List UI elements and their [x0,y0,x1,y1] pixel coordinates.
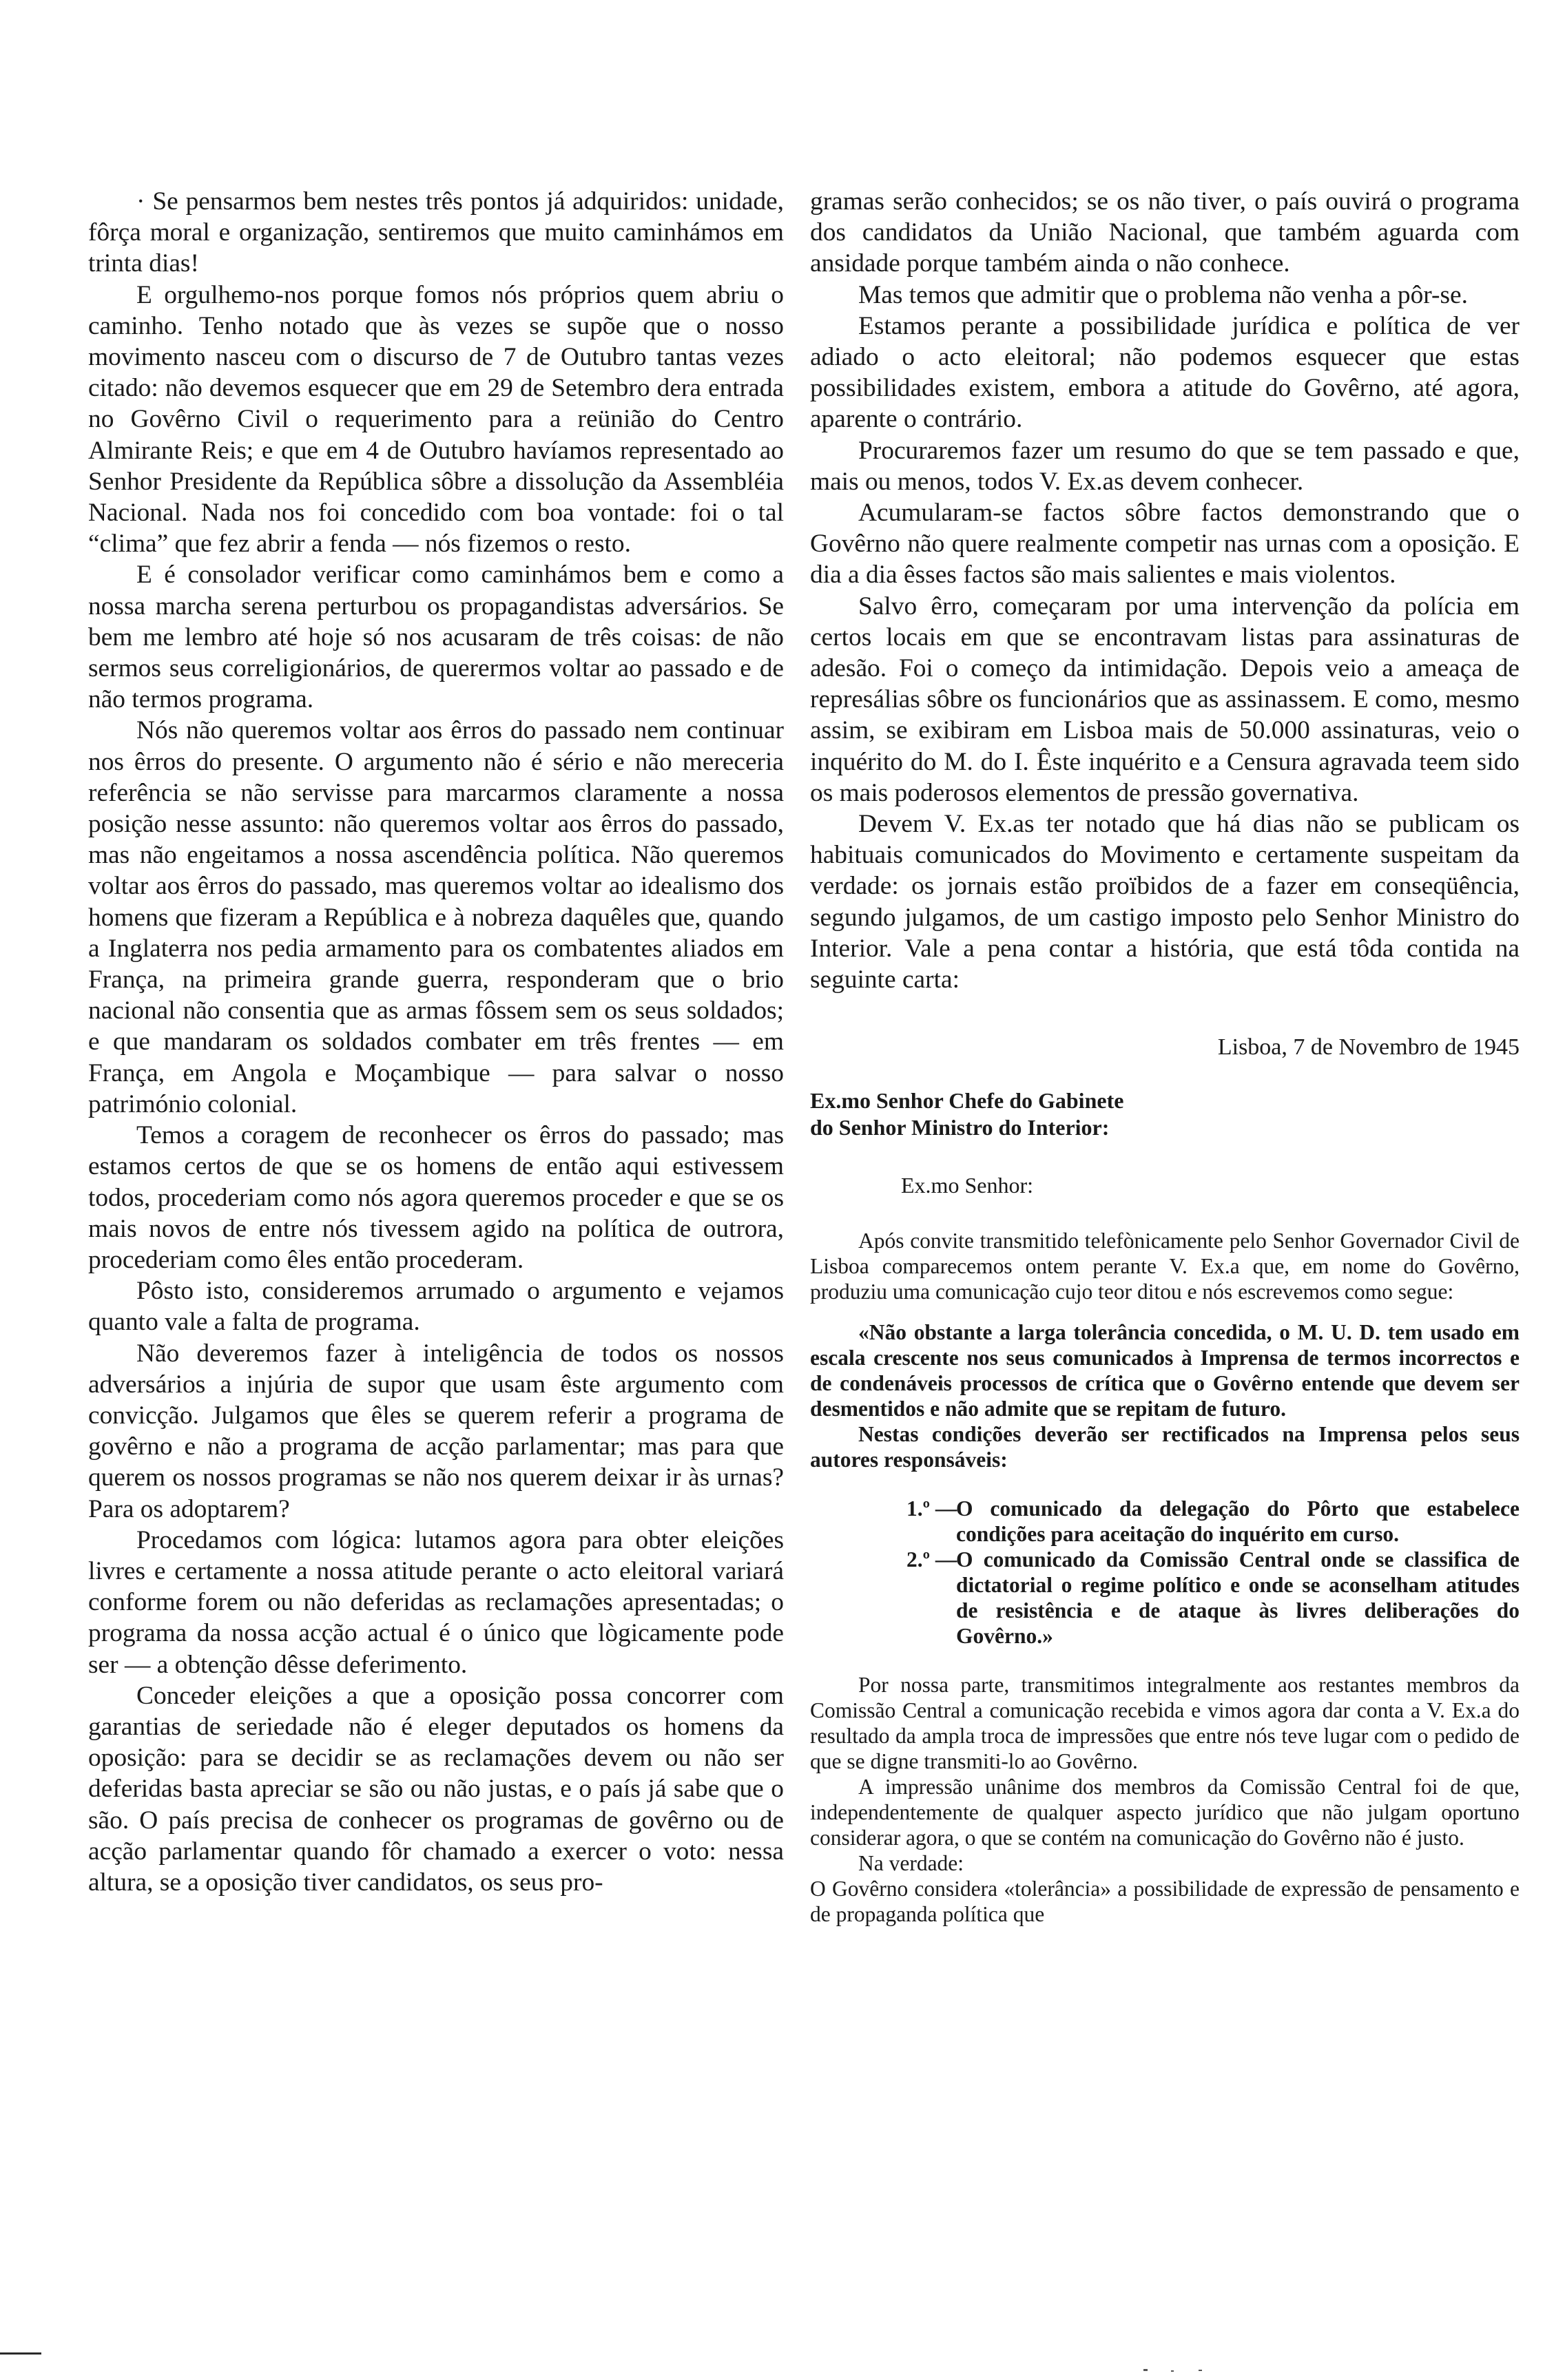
spacer [810,1649,1520,1672]
letter-paragraph: O Govêrno considera «tolerância» a possibilidade de expressão de pensamento e de propaganda política que [810,1877,1520,1927]
paragraph: Mas temos que admitir que o problema não venha a pôr-se. [858,280,1468,309]
paragraph: E orgulhemo-nos porque fomos nós próprios quem abriu o caminho. Tenho notado que às vezes se supõe que o nosso movimento nasceu com o discurso de 7 de Outubro tantas vezes citado: não devemos esquecer que em 29 de Setembro dera entrada no Govêrno Civil o requerimento para a reünião do Centro Almirante Reis; e que em 4 de Outubro havíamos representado ao Senhor Presidente da República sôbre a dissolução da Assembléia Nacional. Nada nos foi concedido com boa vontade: foi o tal “clima” que fez abrir a fenda — nós fizemos o resto. [88,280,784,559]
paragraph: gramas serão conhecidos; se os não tiver, o país ouvirá o programa dos candidatos da União Nacional, que também aguarda com ansidade porque também ainda o não conhece. [810,187,1520,278]
list-number: 1.º — [906,1496,957,1521]
paragraph: Temos a coragem de reconhecer os êrros do passado; mas estamos certos de que se os homens de então aqui estivessem todos, procederiam como nós agora queremos proceder e que se os mais novos de entre nós tivessem agido na política de outrora, procederiam como êles então procederam. [88,1121,784,1274]
spacer [810,1472,1520,1496]
paragraph: Conceder eleições a que a oposição possa concorrer com garantias de seriedade não é eleger deputados os homens da oposição: para se decidir se as reclamações devem ou não ser deferidas basta apreciar se são ou não justas, e o país já sabe que o são. O país precisa de conhecer os programas de govêrno ou de acção parlamentar quando fôr chamado a exercer o voto: nessa altura, se a oposição tiver candidatos, os seus pro- [88,1681,784,1897]
paragraph: E é consolador verificar como caminhámos bem e como a nossa marcha serena perturbou os propagandistas adversários. Se bem me lembro até hoje só nos acusaram de três coisas: de não sermos seus correligionários, de querermos voltar ao passado e de não termos programa. [88,561,784,714]
paragraph: · Se pensarmos bem nestes três pontos já adquiridos: unidade, fôrça moral e organização, sentiremos que muito caminhámos em trinta dias! [88,187,784,278]
list-text: O comunicado da Comissão Central onde se classifica de dictatorial o regime político e onde se aconselham atitudes de resistência e de ataque às livres deliberações do Govêrno.» [956,1547,1520,1649]
paragraph: Acumularam-se factos sôbre factos demonstrando que o Govêrno não quere realmente competir nas urnas com a oposição. E dia a dia êsses factos são mais salientes e mais violentos. [810,499,1520,589]
list-text: O comunicado da delegação do Pôrto que estabelece condições para aceitação do inquérito em curso. [956,1496,1520,1547]
spacer [810,1304,1520,1319]
paragraph: Devem V. Ex.as ter notado que há dias não se publicam os habituais comunicados do Movimento e certamente suspeitam da verdade: os jornais estão proïbidos de a fazer em conseqüência, segundo julgamos, de um castigo imposto pelo Senhor Ministro do Interior. Vale a pena contar a história, que está tôda contida na seguinte carta: [810,810,1520,994]
left-column [88,186,784,1898]
letter-list-item [906,1496,1520,1547]
letter-date: Lisboa, 7 de Novembro de 1945 [1217,1034,1520,1061]
letter-quote: «Não obstante a larga tolerância concedida, o M. U. D. tem usado em escala crescente nos seus comunicados à Imprensa de termos incorrectos e de condenáveis processos de crítica que o Govêrno entende que devem ser desmentidos e não admite que se repitam de futuro. [810,1320,1520,1421]
paragraph: Não deveremos fazer à inteligência de todos os nossos adversários a injúria de supor que usam êste argumento com convicção. Julgamos que êles se querem referir a programa de govêrno e não a programa de acção parlamentar; mas para que querem os nossos programas se não nos querem deixar ir às urnas? Para os adoptarem? [88,1339,784,1523]
letter-paragraph: Na verdade: [858,1851,964,1876]
letter-paragraph: Após convite transmitido telefònicamente pelo Senhor Governador Civil de Lisboa comparecemos ontem perante V. Ex.a que, em nome do Govêrno, produziu uma comunicação cujo teor ditou e nós escrevemos como segue: [810,1229,1520,1304]
letter-address-line: do Senhor Ministro do Interior: [810,1115,1110,1140]
letter-list-item [906,1547,1520,1649]
letter-paragraph: Por nossa parte, transmitimos integralmente aos restantes membros da Comissão Central a comunicação recebida e vimos agora dar conta a V. Ex.a do resultado da ampla troca de impressões que entre nós teve lugar com o pedido de que se digne transmiti-lo ao Govêrno. [810,1673,1520,1774]
print-speck [1199,2370,1202,2371]
page-edge-mark [0,2352,41,2355]
paragraph: Procuraremos fazer um resumo do que se tem passado e que, mais ou menos, todos V. Ex.as devem conhecer. [810,436,1520,496]
print-speck [1171,2370,1174,2372]
paragraph: Estamos perante a possibilidade jurídica e política de ver adiado o acto eleitoral; não podemos esquecer que estas possibilidades existem, embora a atitude do Govêrno, até agora, aparente o contrário. [810,311,1520,434]
letter-quote: Nestas condições deverão ser rectificados na Imprensa pelos seus autores responsáveis: [810,1422,1520,1472]
letter-salutation: Ex.mo Senhor: [901,1173,1033,1198]
letter-paragraph: A impressão unânime dos membros da Comissão Central foi de que, independentemente de qualquer aspecto jurídico que não julgam oportuno considerar agora, o que se contém na comunicação do Govêrno não é justo. [810,1775,1520,1850]
letter-address-line: Ex.mo Senhor Chefe do Gabinete [810,1088,1124,1114]
paragraph: Salvo êrro, começaram por uma intervenção da polícia em certos locais em que se encontravam listas para assinaturas de adesão. Foi o começo da intimidação. Depois veio a ameaça de represálias sôbre os funcionários que as assinassem. E como, mesmo assim, se exibiram em Lisboa mais de 50.000 assinaturas, veio o inquérito do M. do I. Êste inquérito e a Censura agravada teem sido os mais poderosos elementos de pressão governativa. [810,592,1520,807]
right-column [810,186,1520,1927]
print-speck [1143,2369,1148,2371]
paragraph: Pôsto isto, consideremos arrumado o argumento e vejamos quanto vale a falta de programa. [88,1277,784,1337]
quoted-letter [810,1032,1520,1927]
list-number: 2.º — [906,1547,957,1572]
paragraph: Nós não queremos voltar aos êrros do passado nem continuar nos êrros do presente. O argumento não é sério e não mereceria referência se não servisse para marcarmos claramente a nossa posição nesse assunto: não queremos voltar aos êrros do passado, mas não engeitamos a nossa ascendência política. Não queremos voltar aos êrros do passado, mas queremos voltar ao idealismo dos homens que fizeram a República e à nobreza daquêles que, quando a Inglaterra nos pedia armamento para os combatentes aliados em França, na primeira grande guerra, responderam que o brio nacional não consentia que as armas fôssem sem os seus soldados; e que mandaram os soldados combater em três frentes — em França, em Angola e Moçambique — para salvar o nosso património colonial. [88,716,784,1118]
paragraph: Procedamos com lógica: lutamos agora para obter eleições livres e certamente a nossa atitude perante o acto eleitoral variará conforme forem ou não deferidas as reclamações apresentadas; o programa da nossa acção actual é o único que lògicamente pode ser — a obtenção dêsse deferimento. [88,1525,784,1679]
